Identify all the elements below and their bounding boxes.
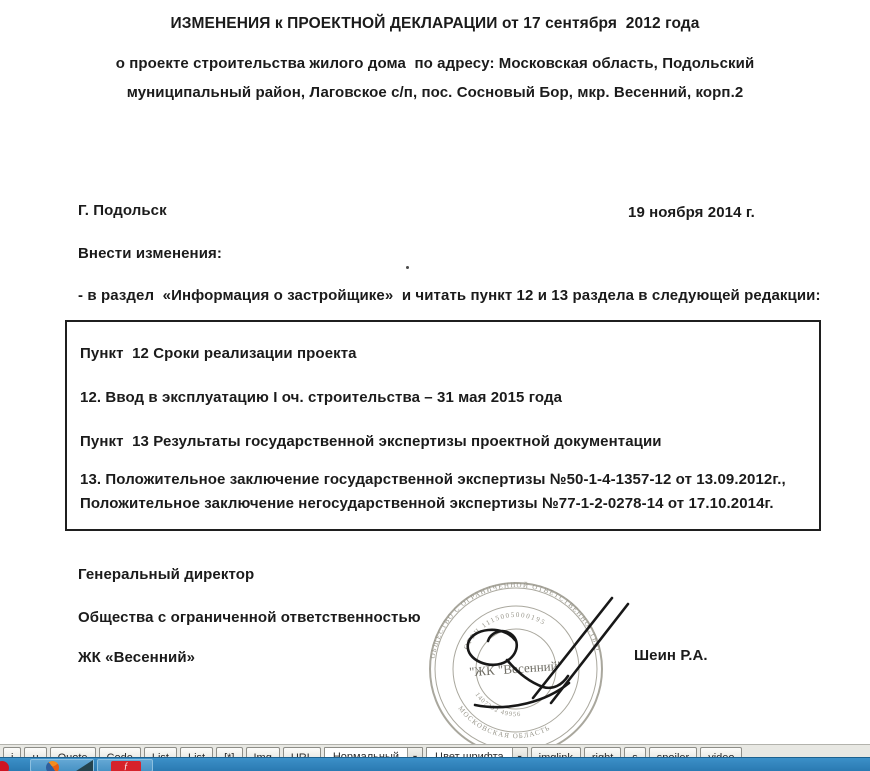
document-city: Г. Подольск	[78, 202, 167, 219]
seal-ring-outer-top: ОБЩЕСТВО С ОГРАНИЧЕННОЙ ОТВЕТСТВЕННОСТЬЮ	[428, 581, 603, 660]
red-document-icon: ƒ	[111, 761, 141, 771]
taskbar	[0, 757, 870, 771]
taskbar-item-firefox[interactable]	[30, 759, 94, 771]
seal-center-text: "ЖК "Весенний"	[468, 657, 564, 680]
signatory-title-line1: Генеральный директор	[78, 566, 255, 583]
handwritten-signature	[455, 588, 655, 723]
document-subtitle-line2: муниципальный район, Лаговское с/п, пос. Сосновый Бор, мкр. Весенний, корп.2	[126, 84, 744, 101]
seal-ring-inner-top: ОГРН 1115005000195	[462, 610, 548, 651]
box-paragraph-2: 12. Ввод в эксплуатацию I оч. строительства – 31 мая 2015 года	[80, 389, 563, 406]
firefox-icon	[46, 761, 59, 771]
document-date: 19 ноября 2014 г.	[628, 204, 755, 221]
box-paragraph-1: Пункт 12 Сроки реализации проекта	[80, 345, 357, 362]
taskbar-item-red-app[interactable]	[97, 759, 153, 771]
seal-ring-inner-bottom: 1407292 49956	[473, 691, 522, 719]
signatory-title-line2: Общества с ограниченной ответственностью	[78, 609, 421, 626]
signatory-name: Шеин Р.А.	[634, 647, 708, 664]
document-intro: Внести изменения:	[78, 245, 222, 262]
box-paragraph-4: 13. Положительное заключение государственной экспертизы №50-1-4-1357-12 от 13.09.2012г., Положительное заключение негосударственной экспертизы №77-1-2-0278-14 от 17.10.2014г.	[80, 471, 791, 512]
document-amendment-line: - в раздел «Информация о застройщике» и читать пункт 12 и 13 раздела в следующей редакции:	[78, 287, 821, 304]
box-paragraph-3: Пункт 13 Результаты государственной экспертизы проектной документации	[80, 433, 662, 450]
document-subtitle-line1: о проекте строительства жилого дома по адресу: Московская область, Подольский	[115, 55, 755, 72]
signatory-title-line3: ЖК «Весенний»	[78, 649, 196, 666]
scan-artifact-dot	[406, 266, 409, 269]
seal-ring-outer-bottom: МОСКОВСКАЯ ОБЛАСТЬ	[456, 704, 552, 741]
red-dot-icon	[0, 761, 9, 771]
document-title: ИЗМЕНЕНИЯ к ПРОЕКТНОЙ ДЕКЛАРАЦИИ от 17 сентября 2012 года	[170, 15, 700, 32]
window-preview-wedge	[73, 760, 93, 771]
amendments-box	[65, 320, 821, 531]
